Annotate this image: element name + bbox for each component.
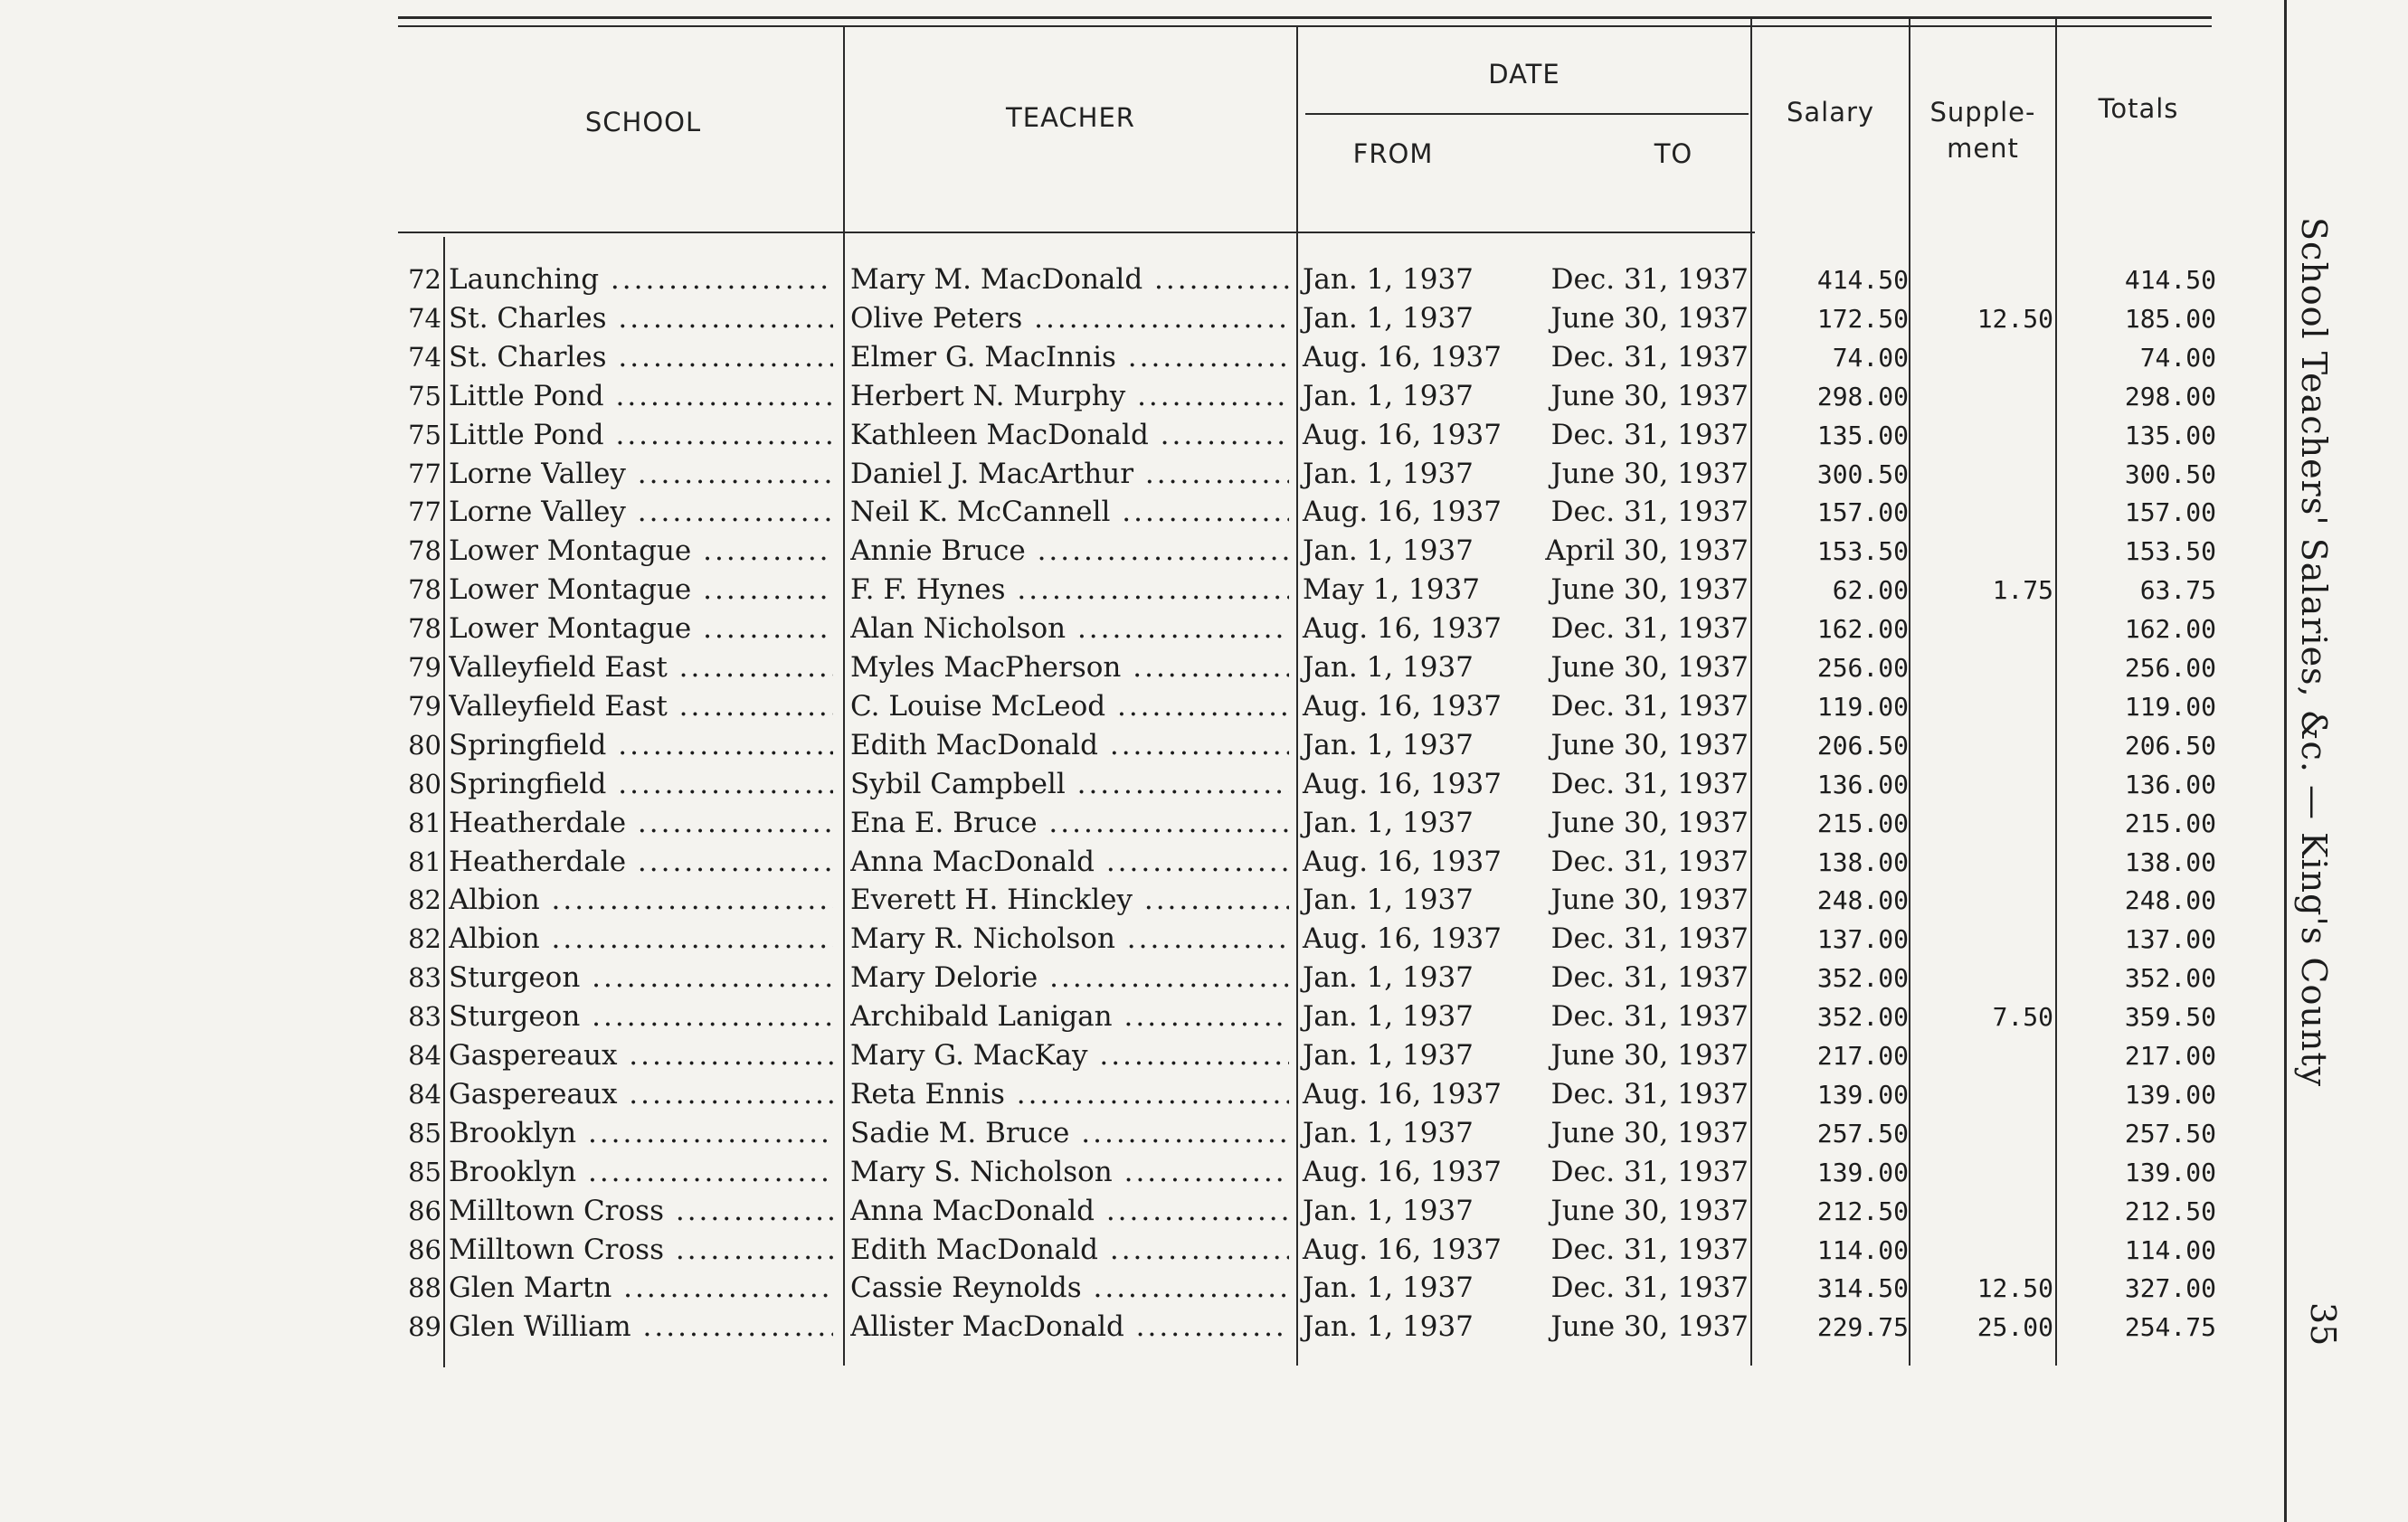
total-value: 217.00 bbox=[2124, 1041, 2216, 1071]
school-number: 75 bbox=[408, 419, 441, 450]
teacher-name: Alan Nicholson ..... bbox=[850, 610, 1289, 648]
date-from: Aug. 16, 1937 bbox=[1303, 340, 1502, 373]
school-number: 84 bbox=[408, 1078, 441, 1110]
salary-value: 414.50 bbox=[1816, 265, 1909, 295]
school-number: 74 bbox=[408, 302, 441, 334]
table-row bbox=[0, 920, 2298, 959]
table-row bbox=[0, 1308, 2298, 1347]
school-number: 74 bbox=[408, 341, 441, 373]
school-number: 75 bbox=[408, 380, 441, 411]
school-name: Milltown Cross ..... bbox=[449, 1192, 833, 1231]
date-from: Aug. 16, 1937 bbox=[1303, 1155, 1502, 1188]
total-value: 114.00 bbox=[2124, 1234, 2216, 1265]
teacher-name: Mary R. Nicholson ..... bbox=[850, 920, 1289, 959]
school-name: Lorne Valley ..... bbox=[449, 493, 833, 532]
page-number: 35 bbox=[2303, 1302, 2343, 1347]
table-row bbox=[0, 338, 2298, 377]
date-to: Dec. 31, 1937 bbox=[1550, 1233, 1749, 1266]
date-to: Dec. 31, 1937 bbox=[1550, 767, 1749, 800]
school-name: Heatherdale ..... bbox=[449, 843, 833, 882]
header-to: TO bbox=[1654, 138, 1693, 169]
date-to: Dec. 31, 1937 bbox=[1550, 922, 1749, 956]
school-number: 79 bbox=[408, 652, 441, 683]
school-name: Valleyfield East ..... bbox=[449, 687, 833, 726]
total-value: 254.75 bbox=[2124, 1312, 2216, 1343]
school-number: 81 bbox=[408, 846, 441, 877]
date-to: Dec. 31, 1937 bbox=[1550, 1271, 1749, 1305]
school-number: 84 bbox=[408, 1040, 441, 1071]
teacher-name: Everett H. Hinckley ..... bbox=[850, 881, 1289, 920]
school-number: 85 bbox=[408, 1117, 441, 1149]
header-bottom-rule bbox=[398, 232, 1755, 233]
supplement-value: 12.50 bbox=[1977, 1273, 2053, 1304]
total-value: 206.50 bbox=[2124, 730, 2216, 761]
date-to: June 30, 1937 bbox=[1550, 651, 1749, 684]
school-name: Little Pond ..... bbox=[449, 377, 833, 416]
school-name: Sturgeon ..... bbox=[449, 997, 833, 1036]
school-number: 82 bbox=[408, 884, 441, 916]
table-row bbox=[0, 377, 2298, 416]
salary-value: 139.00 bbox=[1816, 1079, 1909, 1110]
table-row bbox=[0, 455, 2298, 494]
school-name: Glen Martn ..... bbox=[449, 1269, 833, 1308]
date-from: Aug. 16, 1937 bbox=[1303, 922, 1502, 956]
school-name: St. Charles ..... bbox=[449, 299, 833, 338]
date-to: June 30, 1937 bbox=[1550, 457, 1749, 490]
total-value: 137.00 bbox=[2124, 924, 2216, 955]
total-value: 153.50 bbox=[2124, 536, 2216, 567]
total-value: 414.50 bbox=[2124, 265, 2216, 295]
supplement-value: 1.75 bbox=[1992, 575, 2053, 606]
date-to: June 30, 1937 bbox=[1550, 1310, 1749, 1344]
salary-value: 139.00 bbox=[1816, 1157, 1909, 1187]
school-name: Gaspereaux ..... bbox=[449, 1036, 833, 1075]
date-to: Dec. 31, 1937 bbox=[1550, 496, 1749, 529]
school-number: 80 bbox=[408, 768, 441, 799]
date-to: Dec. 31, 1937 bbox=[1550, 689, 1749, 723]
total-value: 212.50 bbox=[2124, 1196, 2216, 1226]
date-from: Jan. 1, 1937 bbox=[1303, 1039, 1474, 1072]
total-value: 256.00 bbox=[2124, 653, 2216, 683]
total-value: 74.00 bbox=[2139, 342, 2216, 373]
salary-value: 352.00 bbox=[1816, 963, 1909, 994]
salary-value: 314.50 bbox=[1816, 1273, 1909, 1304]
teacher-name: Mary Delorie ..... bbox=[850, 959, 1289, 997]
date-to: Dec. 31, 1937 bbox=[1550, 1077, 1749, 1111]
teacher-name: Neil K. McCannell ..... bbox=[850, 493, 1289, 532]
total-value: 298.00 bbox=[2124, 381, 2216, 411]
date-to: June 30, 1937 bbox=[1550, 884, 1749, 917]
school-number: 81 bbox=[408, 807, 441, 838]
top-rule-second bbox=[398, 25, 2212, 27]
date-from: Jan. 1, 1937 bbox=[1303, 651, 1474, 684]
teacher-name: Reta Ennis ..... bbox=[850, 1075, 1289, 1114]
school-name: Launching ..... bbox=[449, 260, 833, 299]
table-row bbox=[0, 1153, 2298, 1192]
date-to: Dec. 31, 1937 bbox=[1550, 961, 1749, 995]
salary-value: 300.50 bbox=[1816, 458, 1909, 489]
salary-value: 136.00 bbox=[1816, 769, 1909, 799]
salary-value: 62.00 bbox=[1832, 575, 1909, 606]
date-to: Dec. 31, 1937 bbox=[1550, 418, 1749, 451]
school-number: 89 bbox=[408, 1311, 441, 1343]
date-from: Aug. 16, 1937 bbox=[1303, 845, 1502, 878]
date-from: Jan. 1, 1937 bbox=[1303, 1271, 1474, 1305]
school-name: Little Pond ..... bbox=[449, 416, 833, 455]
date-divider-rule bbox=[1305, 113, 1749, 115]
table-row bbox=[0, 493, 2298, 532]
school-number: 79 bbox=[408, 690, 441, 722]
teacher-name: Anna MacDonald ..... bbox=[850, 843, 1289, 882]
salary-value: 352.00 bbox=[1816, 1002, 1909, 1033]
school-name: Glen William ..... bbox=[449, 1308, 833, 1347]
school-number: 77 bbox=[408, 496, 441, 528]
salary-value: 212.50 bbox=[1816, 1196, 1909, 1226]
date-to: June 30, 1937 bbox=[1550, 379, 1749, 412]
teacher-name: Sybil Campbell ..... bbox=[850, 765, 1289, 804]
school-number: 78 bbox=[408, 535, 441, 567]
teacher-name: Myles MacPherson ..... bbox=[850, 648, 1289, 687]
date-to: Dec. 31, 1937 bbox=[1550, 612, 1749, 646]
salary-value: 138.00 bbox=[1816, 846, 1909, 877]
salary-value: 206.50 bbox=[1816, 730, 1909, 761]
date-from: Jan. 1, 1937 bbox=[1303, 728, 1474, 761]
school-name: Lower Montague ..... bbox=[449, 532, 833, 571]
date-from: Jan. 1, 1937 bbox=[1303, 806, 1474, 839]
school-name: Springfield ..... bbox=[449, 726, 833, 765]
school-name: Lower Montague ..... bbox=[449, 571, 833, 610]
salary-value: 119.00 bbox=[1816, 691, 1909, 722]
teacher-name: Archibald Lanigan ..... bbox=[850, 997, 1289, 1036]
school-name: Milltown Cross ..... bbox=[449, 1231, 833, 1270]
salary-value: 162.00 bbox=[1816, 614, 1909, 645]
school-name: Albion ..... bbox=[449, 881, 833, 920]
salary-value: 172.50 bbox=[1816, 303, 1909, 334]
side-title: School Teachers' Salaries, &c. — King's County bbox=[2294, 217, 2334, 1088]
table-row bbox=[0, 765, 2298, 804]
total-value: 257.50 bbox=[2124, 1118, 2216, 1149]
school-number: 78 bbox=[408, 613, 441, 645]
total-value: 157.00 bbox=[2124, 497, 2216, 528]
date-from: Aug. 16, 1937 bbox=[1303, 1233, 1502, 1266]
teacher-name: Annie Bruce ..... bbox=[850, 532, 1289, 571]
header-teacher: TEACHER bbox=[1006, 102, 1135, 133]
date-to: Dec. 31, 1937 bbox=[1550, 263, 1749, 296]
salary-value: 153.50 bbox=[1816, 536, 1909, 567]
date-to: June 30, 1937 bbox=[1550, 1194, 1749, 1227]
teacher-name: C. Louise McLeod ..... bbox=[850, 687, 1289, 726]
school-number: 80 bbox=[408, 729, 441, 761]
teacher-name: Mary M. MacDonald ..... bbox=[850, 260, 1289, 299]
salary-value: 74.00 bbox=[1832, 342, 1909, 373]
table-row bbox=[0, 416, 2298, 455]
school-name: Valleyfield East ..... bbox=[449, 648, 833, 687]
total-value: 300.50 bbox=[2124, 458, 2216, 489]
header-from: FROM bbox=[1352, 138, 1434, 169]
salary-value: 248.00 bbox=[1816, 885, 1909, 916]
teacher-name: Allister MacDonald ..... bbox=[850, 1308, 1289, 1347]
school-name: Springfield ..... bbox=[449, 765, 833, 804]
date-to: June 30, 1937 bbox=[1550, 728, 1749, 761]
date-from: Jan. 1, 1937 bbox=[1303, 1194, 1474, 1227]
salary-value: 229.75 bbox=[1816, 1312, 1909, 1343]
date-to: Dec. 31, 1937 bbox=[1550, 845, 1749, 878]
school-name: Lower Montague ..... bbox=[449, 610, 833, 648]
date-from: Jan. 1, 1937 bbox=[1303, 1000, 1474, 1034]
header-salary: Salary bbox=[1786, 97, 1875, 128]
school-name: Sturgeon ..... bbox=[449, 959, 833, 997]
school-number: 83 bbox=[408, 1001, 441, 1033]
teacher-name: Olive Peters ..... bbox=[850, 299, 1289, 338]
supplement-value: 7.50 bbox=[1992, 1002, 2053, 1033]
school-name: Albion ..... bbox=[449, 920, 833, 959]
school-number: 82 bbox=[408, 923, 441, 955]
school-number: 78 bbox=[408, 574, 441, 606]
salary-value: 157.00 bbox=[1816, 497, 1909, 528]
table-row bbox=[0, 1114, 2298, 1153]
teacher-name: Ena E. Bruce ..... bbox=[850, 804, 1289, 843]
teacher-name: Herbert N. Murphy ..... bbox=[850, 377, 1289, 416]
teacher-name: Daniel J. MacArthur ..... bbox=[850, 455, 1289, 494]
school-name: Brooklyn ..... bbox=[449, 1153, 833, 1192]
total-value: 162.00 bbox=[2124, 614, 2216, 645]
total-value: 135.00 bbox=[2124, 420, 2216, 450]
teacher-name: Sadie M. Bruce ..... bbox=[850, 1114, 1289, 1153]
date-to: Dec. 31, 1937 bbox=[1550, 1155, 1749, 1188]
table-row bbox=[0, 959, 2298, 997]
date-from: Jan. 1, 1937 bbox=[1303, 1310, 1474, 1344]
top-rule bbox=[398, 16, 2212, 19]
header-supplement: Supple- ment bbox=[1929, 97, 2036, 164]
date-to: June 30, 1937 bbox=[1550, 1116, 1749, 1149]
date-from: May 1, 1937 bbox=[1303, 573, 1480, 607]
total-value: 119.00 bbox=[2124, 691, 2216, 722]
date-to: June 30, 1937 bbox=[1550, 301, 1749, 335]
date-from: Aug. 16, 1937 bbox=[1303, 418, 1502, 451]
teacher-name: Anna MacDonald ..... bbox=[850, 1192, 1289, 1231]
table-row bbox=[0, 648, 2298, 687]
date-from: Aug. 16, 1937 bbox=[1303, 1077, 1502, 1111]
total-value: 352.00 bbox=[2124, 963, 2216, 994]
date-from: Jan. 1, 1937 bbox=[1303, 1116, 1474, 1149]
date-from: Jan. 1, 1937 bbox=[1303, 379, 1474, 412]
date-to: June 30, 1937 bbox=[1550, 806, 1749, 839]
teacher-name: Mary G. MacKay ..... bbox=[850, 1036, 1289, 1075]
total-value: 138.00 bbox=[2124, 846, 2216, 877]
date-to: June 30, 1937 bbox=[1550, 573, 1749, 607]
salary-value: 135.00 bbox=[1816, 420, 1909, 450]
date-from: Aug. 16, 1937 bbox=[1303, 612, 1502, 646]
table-row bbox=[0, 1231, 2298, 1270]
salary-value: 257.50 bbox=[1816, 1118, 1909, 1149]
table-row bbox=[0, 260, 2298, 299]
salary-value: 114.00 bbox=[1816, 1234, 1909, 1265]
table-row bbox=[0, 726, 2298, 765]
school-name: St. Charles ..... bbox=[449, 338, 833, 377]
header-school: SCHOOL bbox=[584, 107, 702, 137]
table-row bbox=[0, 1036, 2298, 1075]
date-from: Aug. 16, 1937 bbox=[1303, 496, 1502, 529]
teacher-name: Kathleen MacDonald ..... bbox=[850, 416, 1289, 455]
salary-value: 298.00 bbox=[1816, 381, 1909, 411]
school-number: 72 bbox=[408, 264, 441, 295]
total-value: 359.50 bbox=[2124, 1002, 2216, 1033]
date-from: Jan. 1, 1937 bbox=[1303, 534, 1474, 568]
supplement-value: 25.00 bbox=[1977, 1312, 2053, 1343]
table-row bbox=[0, 881, 2298, 920]
teacher-name: Cassie Reynolds ..... bbox=[850, 1269, 1289, 1308]
teacher-name: Edith MacDonald ..... bbox=[850, 726, 1289, 765]
header-date: DATE bbox=[1488, 59, 1560, 90]
date-to: April 30, 1937 bbox=[1545, 534, 1749, 568]
table-row bbox=[0, 1269, 2298, 1308]
table-row bbox=[0, 843, 2298, 882]
date-from: Aug. 16, 1937 bbox=[1303, 689, 1502, 723]
school-name: Brooklyn ..... bbox=[449, 1114, 833, 1153]
table-row bbox=[0, 299, 2298, 338]
school-number: 83 bbox=[408, 962, 441, 994]
date-from: Jan. 1, 1937 bbox=[1303, 263, 1474, 296]
total-value: 215.00 bbox=[2124, 808, 2216, 838]
supplement-value: 12.50 bbox=[1977, 303, 2053, 334]
date-from: Aug. 16, 1937 bbox=[1303, 767, 1502, 800]
date-to: Dec. 31, 1937 bbox=[1550, 1000, 1749, 1034]
school-number: 86 bbox=[408, 1234, 441, 1265]
teacher-name: Mary S. Nicholson ..... bbox=[850, 1153, 1289, 1192]
salary-value: 256.00 bbox=[1816, 653, 1909, 683]
total-value: 248.00 bbox=[2124, 885, 2216, 916]
date-from: Jan. 1, 1937 bbox=[1303, 457, 1474, 490]
table-row bbox=[0, 1075, 2298, 1114]
table-row bbox=[0, 610, 2298, 648]
table-row bbox=[0, 997, 2298, 1036]
table-row bbox=[0, 1192, 2298, 1231]
school-name: Lorne Valley ..... bbox=[449, 455, 833, 494]
table-row bbox=[0, 687, 2298, 726]
total-value: 139.00 bbox=[2124, 1079, 2216, 1110]
school-name: Heatherdale ..... bbox=[449, 804, 833, 843]
salary-value: 137.00 bbox=[1816, 924, 1909, 955]
table-row bbox=[0, 804, 2298, 843]
table-row bbox=[0, 571, 2298, 610]
school-number: 88 bbox=[408, 1272, 441, 1304]
date-to: June 30, 1937 bbox=[1550, 1039, 1749, 1072]
total-value: 136.00 bbox=[2124, 769, 2216, 799]
teacher-name: F. F. Hynes ..... bbox=[850, 571, 1289, 610]
total-value: 63.75 bbox=[2139, 575, 2216, 606]
total-value: 327.00 bbox=[2124, 1273, 2216, 1304]
teacher-name: Edith MacDonald ..... bbox=[850, 1231, 1289, 1270]
school-number: 85 bbox=[408, 1156, 441, 1187]
total-value: 185.00 bbox=[2124, 303, 2216, 334]
total-value: 139.00 bbox=[2124, 1157, 2216, 1187]
school-name: Gaspereaux ..... bbox=[449, 1075, 833, 1114]
salary-value: 217.00 bbox=[1816, 1041, 1909, 1071]
date-from: Jan. 1, 1937 bbox=[1303, 884, 1474, 917]
school-number: 86 bbox=[408, 1195, 441, 1226]
date-to: Dec. 31, 1937 bbox=[1550, 340, 1749, 373]
teacher-name: Elmer G. MacInnis ..... bbox=[850, 338, 1289, 377]
salary-value: 215.00 bbox=[1816, 808, 1909, 838]
school-number: 77 bbox=[408, 458, 441, 489]
date-from: Jan. 1, 1937 bbox=[1303, 301, 1474, 335]
date-from: Jan. 1, 1937 bbox=[1303, 961, 1474, 995]
header-totals: Totals bbox=[2098, 93, 2179, 124]
table-row bbox=[0, 532, 2298, 571]
